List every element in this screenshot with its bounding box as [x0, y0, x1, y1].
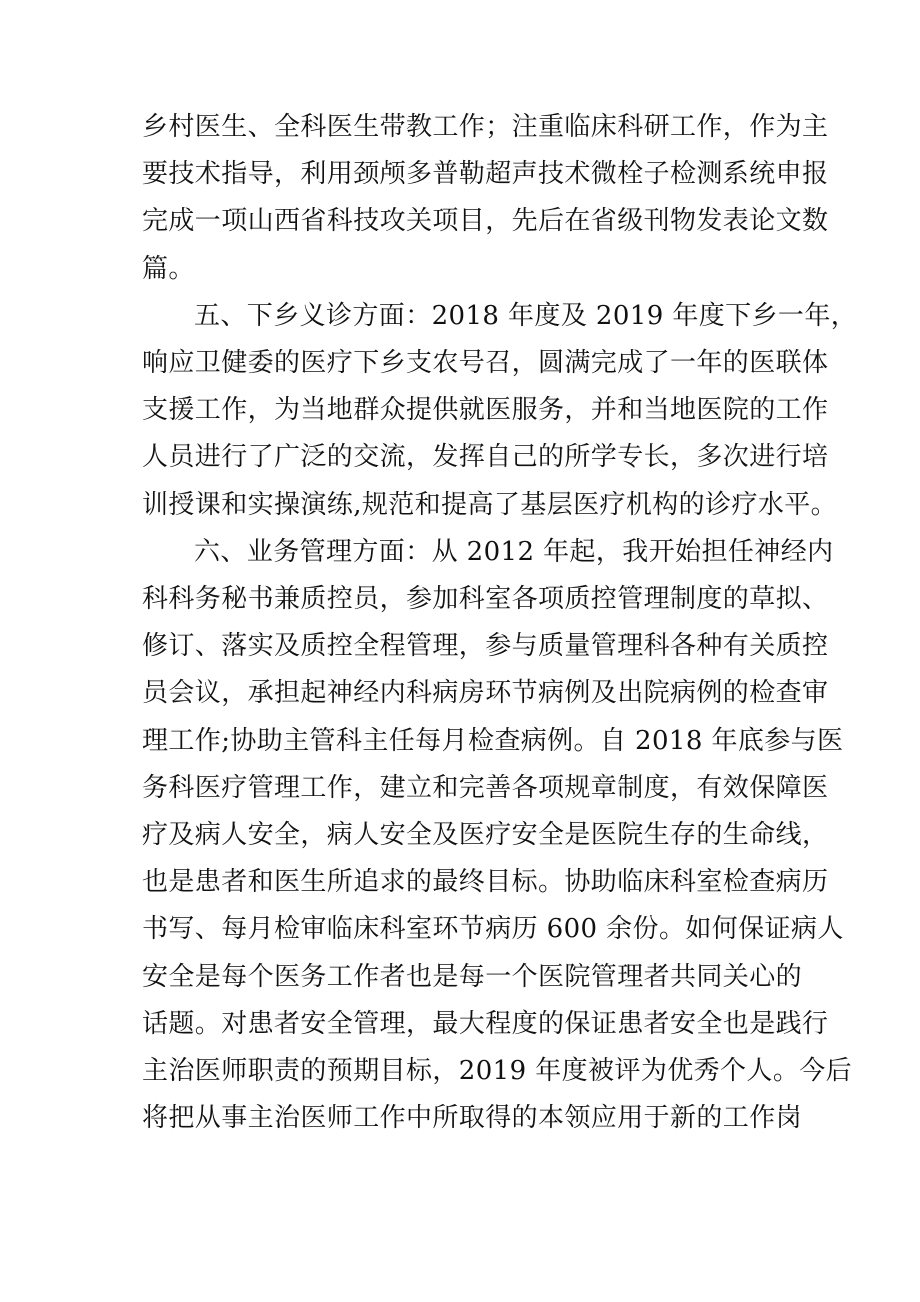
text-line: 员会议，承担起神经内科病房环节病例及出院病例的检查审	[142, 678, 829, 709]
text-line: 修订、落实及质控全程管理，参与质量管理科各种有关质控	[142, 631, 829, 662]
text-line: 要技术指导，利用颈颅多普勒超声技术微栓子检测系统申报	[142, 159, 829, 190]
text-line: 完成一项山西省科技攻关项目，先后在省级刊物发表论文数	[142, 206, 829, 237]
text-line: 支援工作，为当地群众提供就医服务，并和当地医院的工作	[142, 395, 829, 426]
text-line: 理工作;协助主管科主任每月检查病例。自 2018 年底参与医	[142, 725, 844, 756]
text-line: 书写、每月检审临床科室环节病历 600 余份。如何保证病人	[142, 914, 844, 945]
document-body	[142, 104, 858, 1142]
text-line: 将把从事主治医师工作中所取得的本领应用于新的工作岗	[142, 1103, 803, 1134]
text-line: 乡村医生、全科医生带教工作；注重临床科研工作，作为主	[142, 112, 829, 142]
text-line: 安全是每个医务工作者也是每一个医院管理者共同关心的	[142, 961, 803, 992]
text-line: 也是患者和医生所追求的最终目标。协助临床科室检查病历	[142, 867, 829, 898]
paragraph-business-management	[142, 529, 853, 1143]
paragraph-continuation	[142, 104, 829, 293]
text-line: 篇。	[142, 253, 195, 284]
text-line: 训授课和实操演练,规范和提高了基层医疗机构的诊疗水平。	[142, 489, 838, 520]
text-line: 六、业务管理方面：从 2012 年起，我开始担任神经内	[194, 536, 834, 567]
text-line: 话题。对患者安全管理，最大程度的保证患者安全也是践行	[142, 1008, 829, 1039]
text-line: 五、下乡义诊方面：2018 年度及 2019 年度下乡一年，	[194, 300, 858, 331]
text-line: 务科医疗管理工作，建立和完善各项规章制度，有效保障医	[142, 772, 829, 803]
text-line: 主治医师职责的预期目标，2019 年度被评为优秀个人。今后	[142, 1056, 853, 1087]
paragraph-rural-clinic	[142, 293, 858, 529]
text-line: 人员进行了广泛的交流，发挥自己的所学专长，多次进行培	[142, 442, 829, 473]
text-line: 响应卫健委的医疗下乡支农号召，圆满完成了一年的医联体	[142, 348, 829, 379]
text-line: 疗及病人安全，病人安全及医疗安全是医院生存的生命线，	[142, 820, 829, 851]
text-line: 科科务秘书兼质控员，参加科室各项质控管理制度的草拟、	[142, 584, 829, 615]
